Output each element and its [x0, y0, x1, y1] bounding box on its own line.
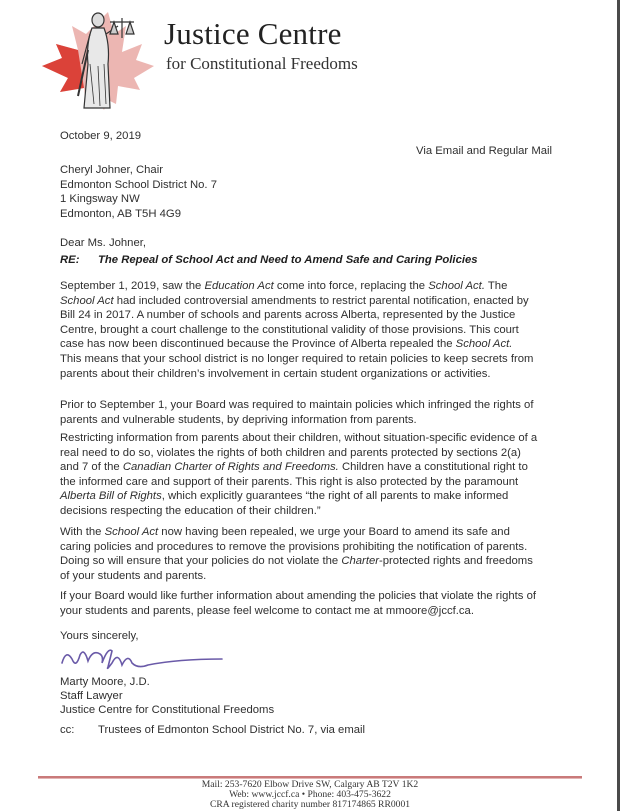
- paragraph-line: [60, 554, 580, 569]
- paragraph-line: [60, 604, 580, 619]
- footer-divider: [38, 776, 582, 778]
- paragraph-line: [60, 489, 580, 504]
- text-run: your students and parents, please feel welcome to contact me at mmoore@jccf.ca.: [60, 604, 474, 617]
- paragraph-line: [60, 323, 580, 338]
- paragraph-line: [60, 460, 580, 475]
- cc-line: [60, 723, 365, 738]
- signer-title: Staff Lawyer: [60, 690, 123, 702]
- org-tagline: for Constitutional Freedoms: [166, 54, 358, 73]
- delivery-method: Via Email and Regular Mail: [416, 145, 553, 157]
- signer-organization: Justice Centre for Constitutional Freedoms: [60, 704, 275, 716]
- text-run: now having been repealed, we urge your Board to amend its safe and: [158, 526, 510, 538]
- paragraph-line: [60, 504, 580, 519]
- italic-text-run: School Act.: [455, 338, 513, 351]
- italic-text-run: Canadian Charter of Rights and Freedoms.: [122, 461, 339, 474]
- text-run: Children have a constitutional right to: [338, 461, 528, 474]
- text-run: come into force, replacing the: [273, 280, 429, 292]
- text-run: The: [484, 280, 508, 292]
- text-run: the informed care and support of their parents. This right is also protected by the paramount: [60, 475, 519, 488]
- handwritten-signature: [58, 641, 228, 675]
- recipient-address: [60, 163, 217, 221]
- text-run: Centre, brought a court challenge to the constitutional validity of those provisions. This court: [60, 323, 519, 336]
- text-run: case has now been discontinued because the Province of Alberta repealed the: [60, 338, 456, 351]
- lady-justice-maple-leaf-logo: [38, 4, 158, 114]
- recipient-line: Edmonton, AB T5H 4G9: [60, 207, 181, 220]
- text-run: and 7 of the: [60, 461, 123, 474]
- text-run: , which explicitly guarantees “the right of all parents to make informed: [161, 490, 509, 503]
- org-name: Justice Centre: [164, 16, 342, 51]
- subject-text: The Repeal of School Act and Need to Amend Safe and Caring Policies: [98, 254, 478, 266]
- text-run: If your Board would like further information about amending the policies that violate the rights of: [60, 590, 536, 602]
- letterhead: [38, 4, 358, 114]
- text-run: Restricting information from parents about their children, without situation-specific evidence of a: [60, 432, 538, 444]
- italic-text-run: Alberta Bill of Rights: [60, 490, 162, 503]
- text-run: caring policies and procedures to remove the provisions prohibiting the notification of parents.: [60, 540, 528, 553]
- paragraph-line: [60, 337, 580, 352]
- subject-line: [60, 254, 478, 266]
- paragraph-line: [60, 431, 580, 446]
- text-run: September 1, 2019, saw the: [60, 280, 205, 292]
- italic-text-run: Education Act: [204, 280, 274, 292]
- cc-text: Trustees of Edmonton School District No. 7, via email: [98, 724, 366, 736]
- italic-text-run: School Act.: [428, 280, 485, 292]
- subject-label: RE:: [60, 254, 80, 266]
- text-run: This means that your school district is no longer required to retain policies to keep secrets from: [60, 352, 534, 365]
- body-paragraph: [60, 398, 580, 427]
- paragraph-line: [60, 308, 580, 323]
- text-run: -protected rights and freedoms: [379, 555, 533, 568]
- paragraph-line: [60, 446, 580, 461]
- paragraph-line: [60, 525, 580, 540]
- paragraph-line: [60, 589, 580, 604]
- paragraph-line: [60, 367, 580, 382]
- paragraph-line: [60, 569, 580, 584]
- paragraph-line: [60, 352, 580, 367]
- recipient-line: Cheryl Johner, Chair: [60, 164, 163, 176]
- paragraph-line: [60, 279, 580, 294]
- text-run: Prior to September 1, your Board was required to maintain policies which infringed the rights of: [60, 399, 534, 411]
- recipient-line: 1 Kingsway NW: [60, 193, 140, 206]
- text-run: parents about their children’s involvement in certain student organizations or activities.: [60, 367, 491, 380]
- text-run: parents and vulnerable students, by depriving information from parents.: [60, 413, 417, 426]
- body-paragraph: [60, 431, 580, 519]
- text-run: Doing so will ensure that your policies do not violate the: [60, 555, 342, 568]
- paragraph-line: [60, 294, 580, 309]
- cc-label: cc:: [60, 724, 75, 736]
- body-paragraph: [60, 589, 580, 618]
- body-paragraph: [60, 525, 580, 583]
- footer-mail-address: Mail: 253-7620 Elbow Drive SW, Calgary AB T2V 1K2: [201, 779, 419, 790]
- footer-web-phone: Web: www.jccf.ca • Phone: 403-475-3622: [229, 789, 391, 800]
- text-run: Bill 24 in 2017. A number of schools and parents across Alberta, represented by the Justice: [60, 309, 516, 322]
- text-run: real need to do so, violates the rights of both children and parents protected by sections 2(a): [60, 446, 521, 459]
- recipient-line: Edmonton School District No. 7: [60, 178, 217, 191]
- paragraph-line: [60, 475, 580, 490]
- text-run: decisions respecting the education of their children.”: [60, 504, 321, 517]
- closing: Yours sincerely,: [60, 630, 139, 642]
- text-run: With the: [60, 526, 105, 538]
- italic-text-run: School Act: [60, 294, 114, 307]
- letter-date: October 9, 2019: [60, 130, 142, 142]
- paragraph-line: [60, 540, 580, 555]
- salutation: Dear Ms. Johner,: [60, 237, 147, 249]
- italic-text-run: Charter: [341, 555, 379, 568]
- italic-text-run: School Act: [104, 526, 159, 538]
- footer-charity-number: CRA registered charity number 817174865 RR0001: [209, 799, 411, 810]
- body-paragraph: [60, 279, 580, 381]
- paragraph-line: [60, 413, 580, 428]
- text-run: of your students and parents.: [60, 569, 207, 582]
- text-run: had included controversial amendments to restrict parental notification, enacted by: [113, 294, 529, 307]
- signer-name: Marty Moore, J.D.: [60, 676, 150, 688]
- paragraph-line: [60, 398, 580, 413]
